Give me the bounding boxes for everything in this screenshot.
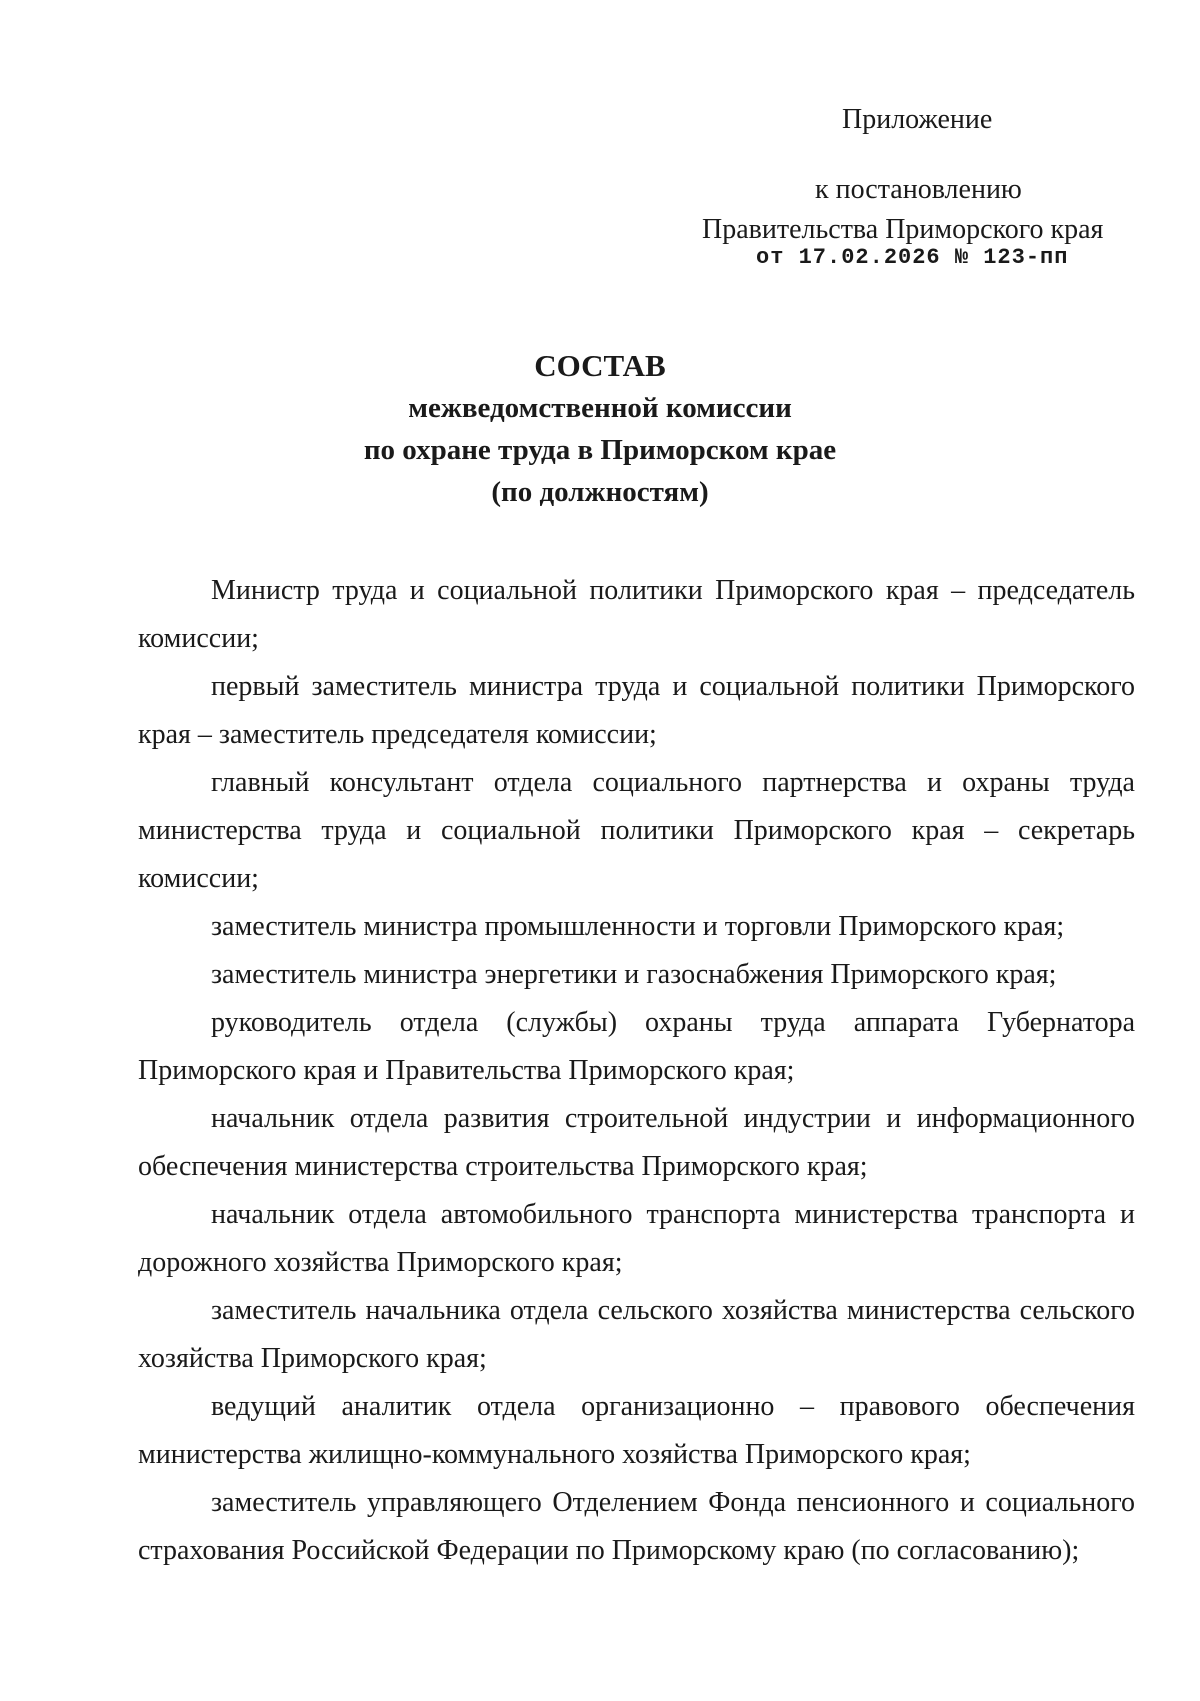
- members-list: [138, 567, 1135, 1575]
- member-item: заместитель министра энергетики и газоснабжения Приморского края;: [211, 959, 1057, 990]
- document-heading: [0, 345, 1200, 513]
- registration-stamp: от 17.02.2026 № 123-пп: [756, 245, 1069, 270]
- member-item: начальник отдела развития строительной индустрии и информационного обеспечения министерства строительства Приморского края;: [138, 1103, 1135, 1182]
- heading-line-1: межведомственной комиссии: [408, 392, 792, 424]
- member-item: главный консультант отдела социального партнерства и охраны труда министерства труда и социальной политики Приморского края – секретарь комиссии;: [138, 767, 1135, 894]
- heading-line-3: (по должностям): [491, 476, 709, 508]
- appendix-title: Приложение: [842, 104, 993, 135]
- member-item: заместитель начальника отдела сельского хозяйства министерства сельского хозяйства Приморского края;: [138, 1295, 1135, 1374]
- appendix-line-2: Правительства Приморского края: [702, 214, 1104, 245]
- member-item: заместитель управляющего Отделением Фонда пенсионного и социального страхования Российской Федерации по Приморскому краю (по согласованию);: [138, 1487, 1135, 1566]
- heading-title: СОСТАВ: [534, 348, 666, 383]
- member-item: Министр труда и социальной политики Приморского края – председатель комиссии;: [138, 575, 1135, 654]
- member-item: первый заместитель министра труда и социальной политики Приморского края – заместитель председателя комиссии;: [138, 671, 1135, 750]
- member-item: начальник отдела автомобильного транспорта министерства транспорта и дорожного хозяйства Приморского края;: [138, 1199, 1135, 1278]
- member-item: заместитель министра промышленности и торговли Приморского края;: [211, 911, 1065, 942]
- appendix-line-1: к постановлению: [815, 174, 1022, 205]
- member-item: руководитель отдела (службы) охраны труда аппарата Губернатора Приморского края и Правительства Приморского края;: [138, 1007, 1135, 1086]
- heading-line-2: по охране труда в Приморском крае: [363, 434, 837, 466]
- member-item: ведущий аналитик отдела организационно – правового обеспечения министерства жилищно-коммунального хозяйства Приморского края;: [138, 1391, 1135, 1470]
